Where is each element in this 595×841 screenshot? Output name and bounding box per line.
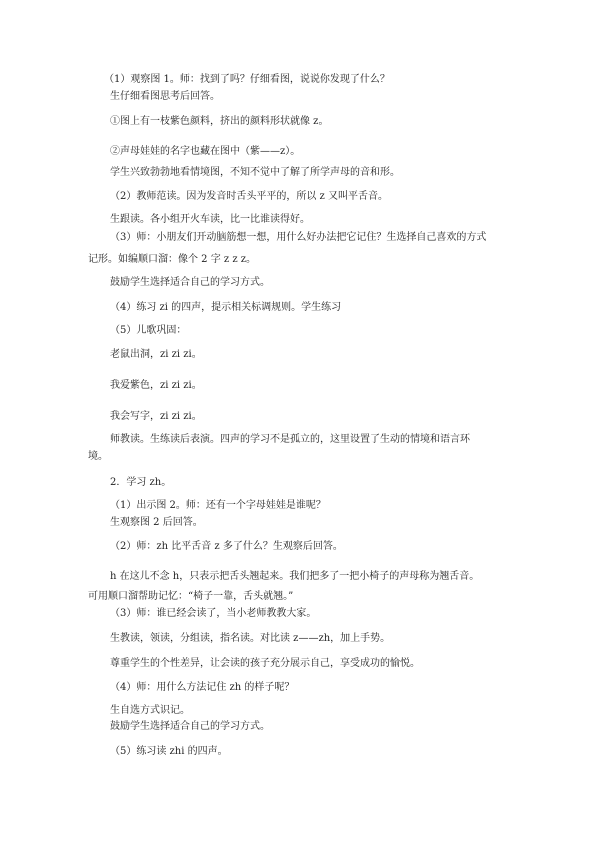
text-line: h 在这儿不念 h，只表示把舌头翘起来。我们把多了一把小椅子的声母称为翘舌音。 [110, 571, 480, 582]
text-line: （2）师：zh 比平舌音 z 多了什么？生观察后回答。 [110, 541, 343, 552]
text-line: 我会写字，zi zi zi。 [110, 411, 202, 422]
text-line: 尊重学生的个性差异，让会读的孩子充分展示自己，享受成功的愉悦。 [110, 658, 420, 669]
text-line: 生仔细看图思考后回答。 [110, 91, 220, 102]
text-line: 我爱紫色，zi zi zi。 [110, 380, 202, 391]
text-line: 可用顺口溜帮助记忆：“椅子一靠，舌头就翘。” [88, 591, 294, 602]
text-line: 2．学习 zh。 [110, 477, 172, 488]
text-line: ②声母娃娃的名字也藏在图中（紫——z）。 [110, 146, 301, 157]
text-line: 生观察图 2 后回答。 [110, 517, 203, 528]
text-line: （4）练习 zi 的四声，提示相关标调规则。学生练习 [110, 302, 342, 313]
text-line: 鼓励学生选择适合自己的学习方式。 [110, 721, 270, 732]
text-line: （1）出示图 2。师：还有一个字母娃娃是谁呢？ [110, 500, 326, 511]
text-line: （2）教师范读。因为发音时舌头平平的，所以 z 又叫平舌音。 [110, 191, 388, 202]
text-line: ①图上有一枝紫色颜料，挤出的颜料形状就像 z。 [110, 116, 329, 127]
text-line: （3）师：小朋友们开动脑筋想一想，用什么好办法把它记住？生选择自己喜欢的方式 [110, 232, 487, 243]
text-line: （1）观察图 1。师：找到了吗？仔细看图，说说你发现了什么？ [104, 74, 390, 85]
text-line: （4）师：用什么方法记住 zh 的样子呢？ [110, 682, 295, 693]
text-line: 生跟读。各小组开火车读，比一比谁读得好。 [110, 214, 310, 225]
text-line: （3）师：谁已经会读了，当小老师教教大家。 [110, 608, 317, 619]
text-line: 鼓励学生选择适合自己的学习方式。 [110, 277, 270, 288]
text-line: 境。 [88, 451, 108, 462]
text-line: 生教读，领读，分组读，指名读。对比读 z——zh，加上手势。 [110, 633, 391, 644]
text-line: 生自选方式识记。 [110, 705, 190, 716]
text-line: （5）练习读 zhi 的四声。 [110, 746, 228, 757]
text-line: 老鼠出洞，zi zi zi。 [110, 349, 202, 360]
text-line: 记形。如编顺口溜：像个 2 字 z z z。 [88, 254, 257, 265]
text-line: （5）儿歌巩固： [110, 325, 187, 336]
text-line: 学生兴致勃勃地看情境图，不知不觉中了解了所学声母的音和形。 [110, 167, 400, 178]
text-line: 师教读。生练读后表演。四声的学习不是孤立的，这里设置了生动的情境和语言环 [110, 434, 470, 445]
